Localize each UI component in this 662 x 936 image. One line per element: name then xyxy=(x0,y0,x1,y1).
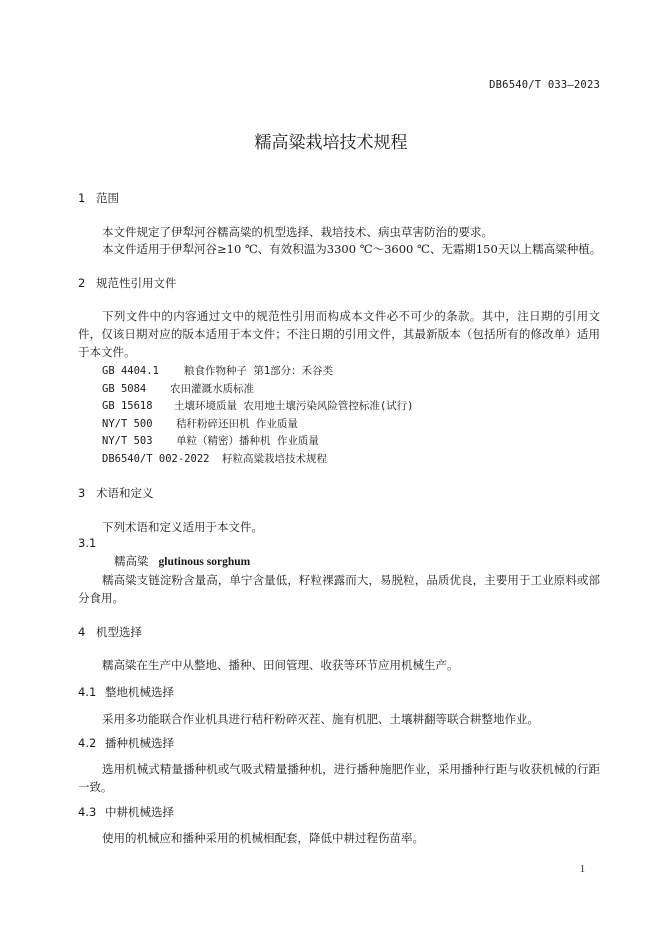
subsection-4-3-heading xyxy=(78,804,174,820)
reference-item xyxy=(102,416,298,431)
subsection-number: 4.3 xyxy=(78,805,97,819)
subsection-title: 整地机械选择 xyxy=(105,685,174,699)
term-entry xyxy=(114,553,250,569)
paragraph: 本文件规定了伊犁河谷糯高粱的机型选择、栽培技术、病虫草害防治的要求。 xyxy=(102,225,493,239)
reference-item xyxy=(102,363,333,378)
reference-title: 土壤环境质量 农用地土壤污染风险管控标准(试行) xyxy=(174,400,414,412)
reference-code: GB 4404.1 xyxy=(102,365,159,377)
subsection-title: 播种机械选择 xyxy=(105,736,174,750)
reference-code: NY/T 500 xyxy=(102,418,153,430)
reference-title: 秸秆粉碎还田机 作业质量 xyxy=(176,418,298,430)
section-title: 规范性引用文件 xyxy=(96,276,177,290)
paragraph: 糯高粱在生产中从整地、播种、田间管理、收获等环节应用机械生产。 xyxy=(102,658,459,672)
section-title: 机型选择 xyxy=(96,625,142,639)
section-number: 2 xyxy=(78,276,86,290)
section-number: 1 xyxy=(78,191,86,205)
subsection-number: 4.2 xyxy=(78,736,97,750)
section-title: 术语和定义 xyxy=(96,486,154,500)
paragraph: 选用机械式精量播种机或气吸式精量播种机，进行播种施肥作业，采用播种行距与收获机械的行距一致。 xyxy=(78,762,600,794)
subsection-number: 4.1 xyxy=(78,685,97,699)
section-number: 3 xyxy=(78,486,86,500)
subsection-4-2-heading xyxy=(78,735,174,751)
section-2-heading xyxy=(78,275,177,291)
section-1-heading xyxy=(78,190,119,206)
term-definition: 糯高粱支链淀粉含量高，单宁含量低，籽粒裸露而大，易脱粒，品质优良，主要用于工业原料或部分食用。 xyxy=(78,573,600,605)
reference-code: GB 5084 xyxy=(102,383,147,395)
reference-title: 籽粒高粱栽培技术规程 xyxy=(222,453,327,465)
reference-code: GB 15618 xyxy=(102,400,153,412)
paragraph: 下列术语和定义适用于本文件。 xyxy=(102,520,263,534)
reference-item xyxy=(102,398,413,413)
reference-item xyxy=(102,433,319,448)
term-number: 3.1 xyxy=(78,536,97,550)
reference-title: 粮食作物种子 第1部分：禾谷类 xyxy=(184,365,334,377)
reference-title: 单粒（精密）播种机 作业质量 xyxy=(176,435,319,447)
subsection-title: 中耕机械选择 xyxy=(105,805,174,819)
reference-item xyxy=(102,451,327,466)
term-chinese: 糯高粱 xyxy=(114,554,149,568)
paragraph: 下列文件中的内容通过文中的规范性引用而构成本文件必不可少的条款。其中，注日期的引用文件，仅该日期对应的版本适用于本文件；不注日期的引用文件，其最新版本（包括所有的修改单）适用于本文件。 xyxy=(78,309,600,359)
paragraph: 使用的机械应和播种采用的机械相配套，降低中耕过程伤苗率。 xyxy=(102,831,424,845)
reference-code: DB6540/T 002-2022 xyxy=(102,453,210,465)
page-number: 1 xyxy=(580,864,585,875)
document-code: DB6540/T 033—2023 xyxy=(489,79,600,91)
section-title: 范围 xyxy=(96,191,119,205)
page-title: 糯高粱栽培技术规程 xyxy=(254,133,408,153)
section-3-heading xyxy=(78,485,154,501)
reference-code: NY/T 503 xyxy=(102,435,153,447)
paragraph: 本文件适用于伊犁河谷≥10 ℃、有效积温为3300 ℃～3600 ℃、无霜期150天以上糯高粱种植。 xyxy=(102,242,602,256)
section-number: 4 xyxy=(78,625,86,639)
term-english: glutinous sorghum xyxy=(158,556,251,568)
paragraph: 采用多功能联合作业机具进行秸秆粉碎灭茬、施有机肥、土壤耕翻等联合耕整地作业。 xyxy=(102,712,539,726)
reference-item xyxy=(102,381,254,396)
section-4-heading xyxy=(78,624,142,640)
reference-title: 农田灌溉水质标准 xyxy=(170,383,254,395)
subsection-4-1-heading xyxy=(78,684,174,700)
